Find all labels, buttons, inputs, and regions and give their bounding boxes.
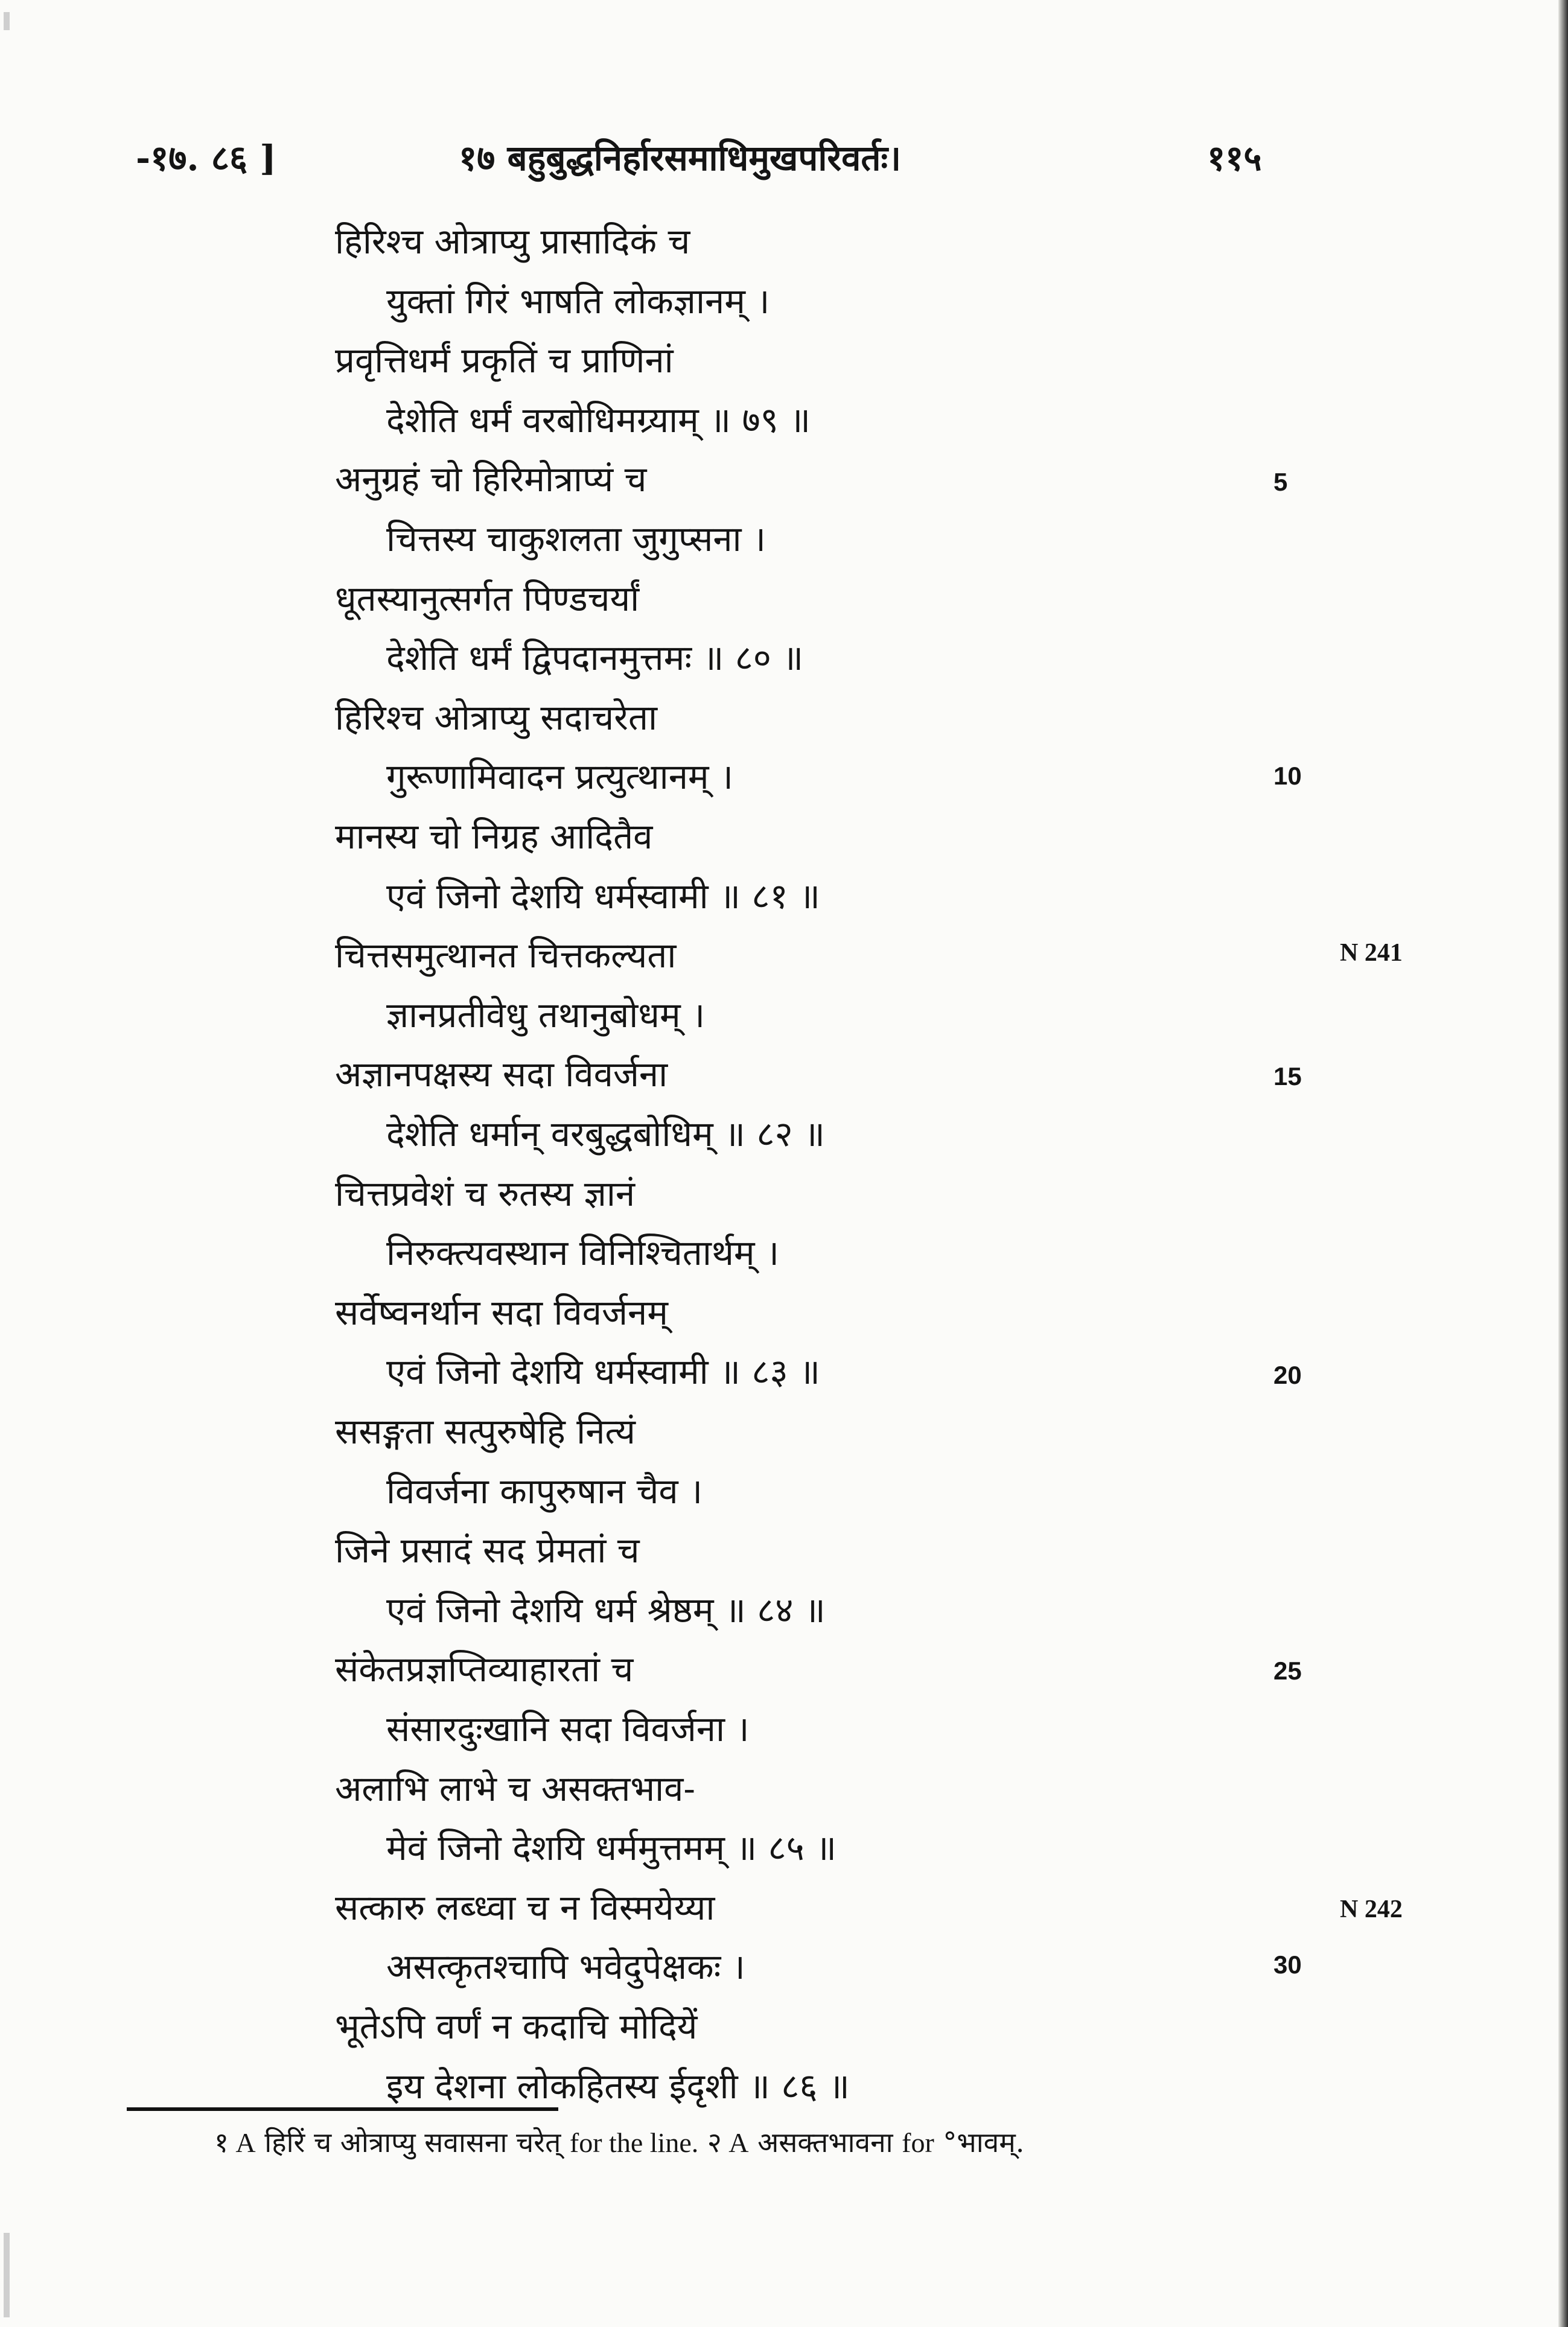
verse-line: हिरिश्च ओत्राप्यु प्रासादिकं च xyxy=(335,221,690,262)
verse-line: निरुक्त्यवस्थान विनिश्चितार्थम् । xyxy=(386,1232,780,1273)
verse-line: देशेति धर्मं द्विपदानमुत्तमः ॥ ८० ॥ xyxy=(386,637,804,678)
verse-line: अज्ञानपक्षस्य सदा विवर्जना xyxy=(335,1054,668,1095)
verse-line: देशेति धर्मं वरबोधिमग्र्याम् ॥ ७९ ॥ xyxy=(386,400,811,441)
verse-line: एवं जिनो देशयि धर्मस्वामी ॥ ८३ ॥ xyxy=(386,1351,820,1392)
footnote-rule xyxy=(127,2107,558,2111)
verse-line: मानस्य चो निग्रह आदितैव xyxy=(335,816,653,857)
line-number: 15 xyxy=(1273,1062,1302,1090)
footnote-text: °भावम्. xyxy=(943,2126,1025,2159)
margin-reference: N 241 xyxy=(1340,939,1403,967)
verse-line: सत्कारु लब्ध्वा च न विस्मयेय्या xyxy=(335,1887,715,1928)
header-title: १७ बहुबुद्धनिर्हारसमाधिमुखपरिवर्तः। xyxy=(459,138,902,179)
line-number: 10 xyxy=(1273,762,1302,790)
page-edge-shadow xyxy=(1558,0,1568,2327)
line-number: 25 xyxy=(1273,1657,1302,1685)
verse-line: ससङ्गता सत्पुरुषेहि नित्यं xyxy=(335,1411,636,1452)
verse-line: युक्तां गिरं भाषति लोकज्ञानम् । xyxy=(386,281,770,322)
running-header xyxy=(0,133,1568,187)
verse-line: सर्वेष्वनर्थान सदा विवर्जनम् xyxy=(335,1292,668,1333)
verse-line: जिने प्रसादं सद प्रेमतां च xyxy=(335,1530,640,1571)
verse-line: असत्कृतश्चापि भवेदुपेक्षकः । xyxy=(386,1946,745,1987)
line-number: 20 xyxy=(1273,1361,1302,1389)
footnote-marker: २ A xyxy=(707,2127,749,2158)
verse-line: धूतस्यानुत्सर्गत पिण्डचर्यां xyxy=(335,578,640,619)
footnote-text: for xyxy=(902,2127,934,2158)
verse-line: चित्तस्य चाकुशलता जुगुप्सना । xyxy=(386,518,766,559)
verse-line: हिरिश्च ओत्राप्यु सदाचरेता xyxy=(335,697,658,738)
verse-line: अलाभि लाभे च असक्तभाव- xyxy=(335,1768,696,1809)
verse-line: प्रवृत्तिधर्मं प्रकृतिं च प्राणिनां xyxy=(335,340,674,381)
verse-line: गुरूणामिवादन प्रत्युत्थानम् । xyxy=(386,756,733,797)
verse-line: संकेतप्रज्ञप्तिव्याहारतां च xyxy=(335,1649,634,1690)
footnote-text: असक्तभावना xyxy=(757,2126,893,2159)
footnote xyxy=(214,2123,1024,2160)
footnote-text: for the line. xyxy=(569,2127,699,2158)
verse-line: भूतेऽपि वर्णं न कदाचि मोदियें xyxy=(335,2006,698,2047)
page-number: ११५ xyxy=(1207,138,1262,179)
verse-line: ज्ञानप्रतीवेधु तथानुबोधम् । xyxy=(386,995,706,1036)
verse-line: एवं जिनो देशयि धर्म श्रेष्ठम् ॥ ८४ ॥ xyxy=(386,1590,826,1631)
verse-line: एवं जिनो देशयि धर्मस्वामी ॥ ८१ ॥ xyxy=(386,876,820,917)
verse-line: चित्तप्रवेशं च रुतस्य ज्ञानं xyxy=(335,1173,636,1214)
footnote-marker: १ A xyxy=(214,2127,256,2158)
verse-line: इय देशना लोकहितस्य ईदृशी ॥ ८६ ॥ xyxy=(386,2066,850,2107)
scan-speck xyxy=(4,12,10,30)
verse-line: संसारदुःखानि सदा विवर्जना । xyxy=(386,1708,750,1749)
scan-speck xyxy=(4,2233,10,2317)
line-number: 30 xyxy=(1273,1950,1302,1979)
verse-line: मेवं जिनो देशयि धर्ममुत्तमम् ॥ ८५ ॥ xyxy=(386,1827,837,1868)
verse-line: देशेति धर्मान् वरबुद्धबोधिम् ॥ ८२ ॥ xyxy=(386,1113,825,1154)
verse-line: विवर्जना कापुरुषान चैव । xyxy=(386,1471,703,1512)
margin-reference: N 242 xyxy=(1340,1896,1403,1923)
footnote-text: हिरिं च ओत्राप्यु सवासना चरेत् xyxy=(264,2126,561,2159)
line-number: 5 xyxy=(1273,468,1288,496)
header-left: -१७. ८६ ] xyxy=(136,138,276,179)
verse-line: अनुग्रहं चो हिरिमोत्राप्यं च xyxy=(335,459,647,500)
verse-line: चित्तसमुत्थानत चित्तकल्यता xyxy=(335,935,677,976)
